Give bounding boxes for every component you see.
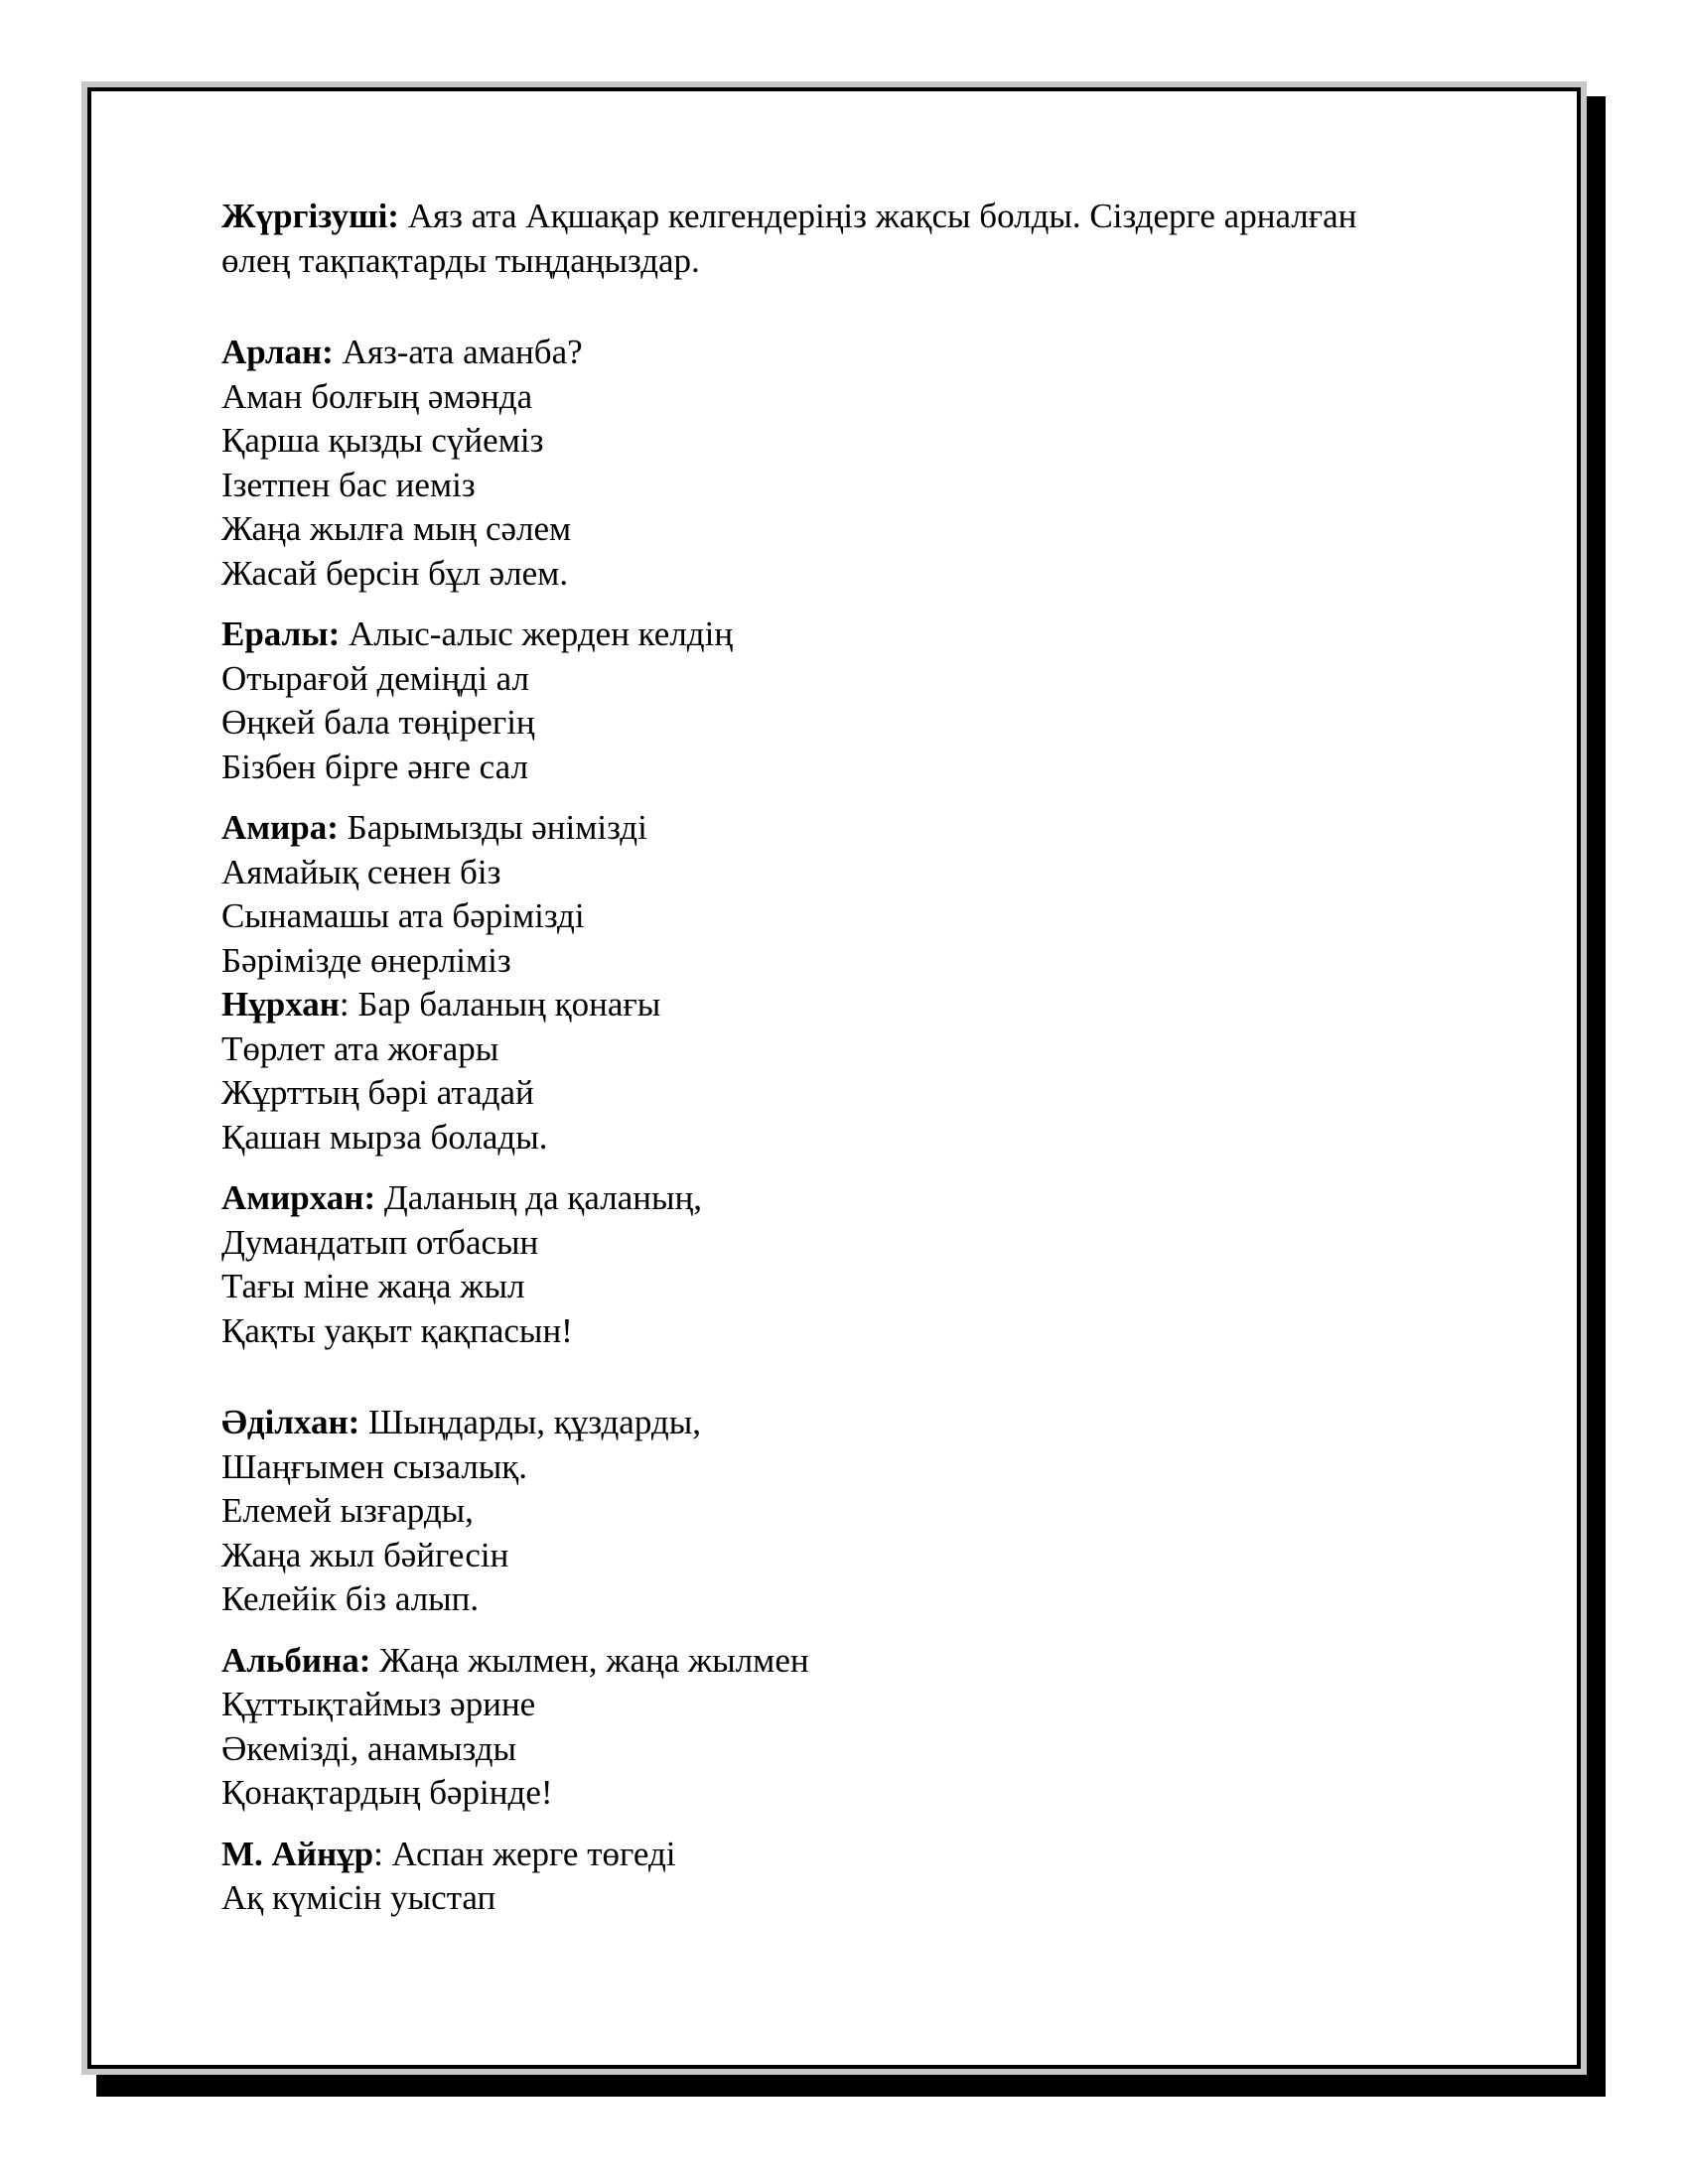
stanza-text: : Аспан жерге төгеді (373, 1834, 676, 1873)
stanza-text: Алыс-алыс жерден келдің (340, 614, 734, 653)
stanza-line: Елемей ызғарды, (221, 1491, 474, 1530)
intro-text: Аяз ата Ақшақар келгендеріңіз жақсы болды. Сіздерге арналған (398, 197, 1357, 235)
stanza-line: Келейік біз алып. (221, 1579, 480, 1618)
stanza (221, 1639, 1512, 1816)
speaker-label: Әділхан: (221, 1403, 360, 1441)
stanza-line: Тағы міне жаңа жыл (221, 1267, 525, 1305)
stanza (221, 983, 1512, 1160)
stanza-first-line (221, 983, 1512, 1027)
stanza (221, 613, 1512, 789)
speaker-label: Арлан: (221, 333, 334, 371)
stanza (221, 1833, 1512, 1921)
stanza-line: Құттықтаймыз әрине (221, 1685, 536, 1723)
speaker-label: М. Айнұр (221, 1834, 374, 1873)
stanza-text: Шыңдарды, құздарды, (359, 1403, 701, 1441)
stanza-line: Жаңа жылға мың сәлем (221, 509, 572, 548)
stanza-text: Даланың да қаланың, (375, 1178, 702, 1217)
stanza-line: Қашан мырза болады. (221, 1117, 548, 1157)
stanza-text: Аяз-ата аманба? (333, 333, 583, 371)
document-body (221, 195, 1512, 1921)
stanza-line: Қақты уақыт қақпасын! (221, 1310, 573, 1350)
stanza-text: Жаңа жылмен, жаңа жылмен (370, 1640, 809, 1680)
stanza-line: Қонақтардың бәрінде! (221, 1773, 553, 1812)
stanza-text: : Бар баланың қонағы (339, 985, 661, 1024)
stanza-line: Аямайық сенен біз (221, 852, 501, 891)
stanza-line: Бәрімізде өнерліміз (221, 940, 511, 980)
stanza-first-line (221, 1176, 1512, 1221)
stanza-line: Жасай берсін бұл әлем. (221, 553, 569, 593)
intro-line-2: өлең тақпақтарды тыңдаңыздар. (221, 240, 700, 280)
stanza-line: Өңкей бала төңірегің (221, 703, 535, 742)
speaker-label: Ералы: (221, 614, 341, 653)
stanza-first-line (221, 1401, 1512, 1445)
stanza-line: Қарша қызды сүйеміз (221, 421, 544, 460)
stanza-line: Сынамашы ата бәрімізді (221, 896, 585, 935)
stanza (221, 1176, 1512, 1353)
speaker-label: Амира: (221, 808, 339, 847)
speaker-label: Нұрхан (221, 985, 340, 1024)
speaker-label: Амирхан: (221, 1178, 376, 1217)
intro-paragraph (221, 195, 1512, 283)
stanza-text: Барымызды әнімізді (338, 808, 647, 847)
stanza-line: Жұрттың бәрі атадай (221, 1073, 534, 1112)
stanza-line: Шаңғымен сызалық. (221, 1446, 528, 1486)
stanza-first-line (221, 1833, 1512, 1877)
intro-line-1 (221, 195, 1512, 239)
speaker-label: Альбина: (221, 1640, 371, 1680)
stanza (221, 806, 1512, 983)
speaker-label: Жүргізуші: (221, 197, 399, 235)
stanza-line: Аман болғың әмәнда (221, 376, 533, 416)
stanza (221, 331, 1512, 596)
stanza (221, 1401, 1512, 1622)
stanza-first-line (221, 331, 1512, 375)
stanza-line: Отырағой деміңді ал (221, 658, 529, 698)
stanza-line: Әкемізді, анамызды (221, 1728, 517, 1768)
stanza-line: Ақ күмісін уыстап (221, 1878, 496, 1917)
stanza-line: Төрлет ата жоғары (221, 1028, 499, 1068)
stanza-line: Жаңа жыл бәйгесін (221, 1535, 509, 1574)
stanza-line: Думандатып отбасын (221, 1222, 539, 1262)
stanza-first-line (221, 806, 1512, 851)
stanza-first-line (221, 1639, 1512, 1684)
stanza-first-line (221, 613, 1512, 657)
stanza-line: Ізетпен бас иеміз (221, 465, 476, 504)
stanza-line: Бізбен бірге әнге сал (221, 747, 528, 786)
